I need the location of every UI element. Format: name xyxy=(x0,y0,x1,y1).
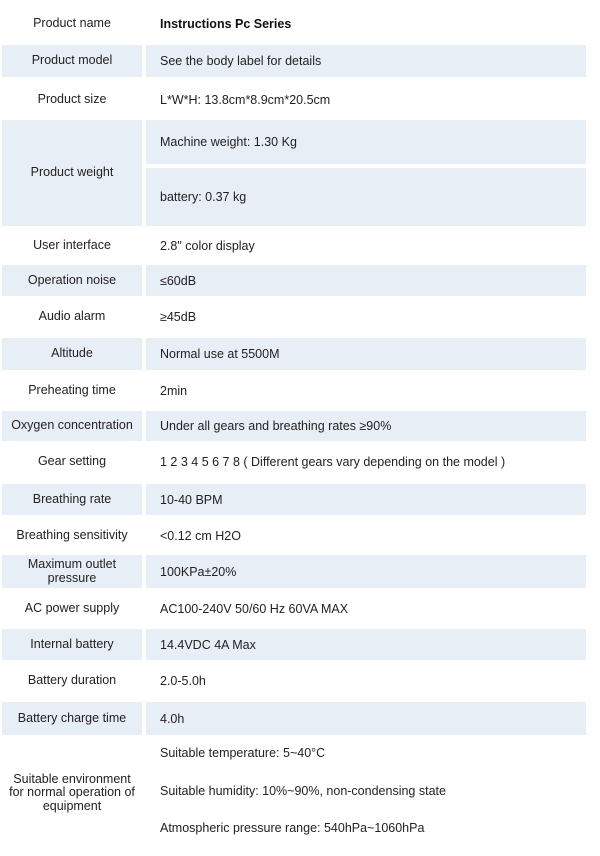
spec-label: Battery charge time xyxy=(2,702,142,735)
spec-value: Under all gears and breathing rates ≥90% xyxy=(146,411,586,441)
spec-value: 1 2 3 4 5 6 7 8 ( Different gears vary depending on the model ) xyxy=(160,455,506,469)
spec-value: Instructions Pc Series xyxy=(160,17,292,31)
spec-value: 100KPa±20% xyxy=(146,555,586,588)
spec-label: Product size xyxy=(37,91,107,106)
spec-value: See the body label for details xyxy=(146,45,586,77)
spec-label: Altitude xyxy=(2,338,142,370)
spec-value: Machine weight: 1.30 Kg xyxy=(146,120,586,164)
spec-value: Atmospheric pressure range: 540hPa~1060hPa xyxy=(160,821,425,835)
spec-value: 10-40 BPM xyxy=(146,484,586,515)
spec-label: Maximum outlet pressure xyxy=(2,555,142,588)
spec-value: 2.8" color display xyxy=(160,239,255,253)
spec-label: Product name xyxy=(33,16,111,31)
spec-value: Suitable temperature: 5~40°C xyxy=(160,746,326,760)
spec-label: Operation noise xyxy=(2,265,142,296)
spec-value: 2.0-5.0h xyxy=(160,674,206,688)
spec-value: <0.12 cm H2O xyxy=(160,529,241,543)
spec-label: Battery duration xyxy=(27,673,117,688)
spec-label: Product weight xyxy=(2,120,142,226)
spec-label: Suitable environment for normal operation of equipment xyxy=(9,772,135,813)
spec-value: L*W*H: 13.8cm*8.9cm*20.5cm xyxy=(160,92,331,107)
spec-label: Gear setting xyxy=(37,454,107,469)
spec-label: Preheating time xyxy=(28,383,116,398)
spec-value: 14.4VDC 4A Max xyxy=(146,629,586,660)
spec-label: Product model xyxy=(2,45,142,77)
spec-value: battery: 0.37 kg xyxy=(146,168,586,226)
spec-value: 4.0h xyxy=(146,702,586,735)
spec-value: Suitable humidity: 10%~90%, non-condensing state xyxy=(160,784,446,798)
spec-label: Breathing sensitivity xyxy=(16,528,128,543)
spec-value: AC100-240V 50/60 Hz 60VA MAX xyxy=(160,602,349,616)
spec-label: User interface xyxy=(33,238,111,253)
spec-label: Oxygen concentration xyxy=(2,411,142,441)
spec-value: ≥45dB xyxy=(160,310,197,324)
spec-value: ≤60dB xyxy=(146,265,586,296)
spec-label: Audio alarm xyxy=(38,309,106,324)
spec-label: Internal battery xyxy=(2,629,142,660)
spec-label: AC power supply xyxy=(24,601,120,616)
spec-value: 2min xyxy=(160,384,188,398)
spec-label: Breathing rate xyxy=(2,484,142,515)
spec-value: Normal use at 5500M xyxy=(146,338,586,370)
